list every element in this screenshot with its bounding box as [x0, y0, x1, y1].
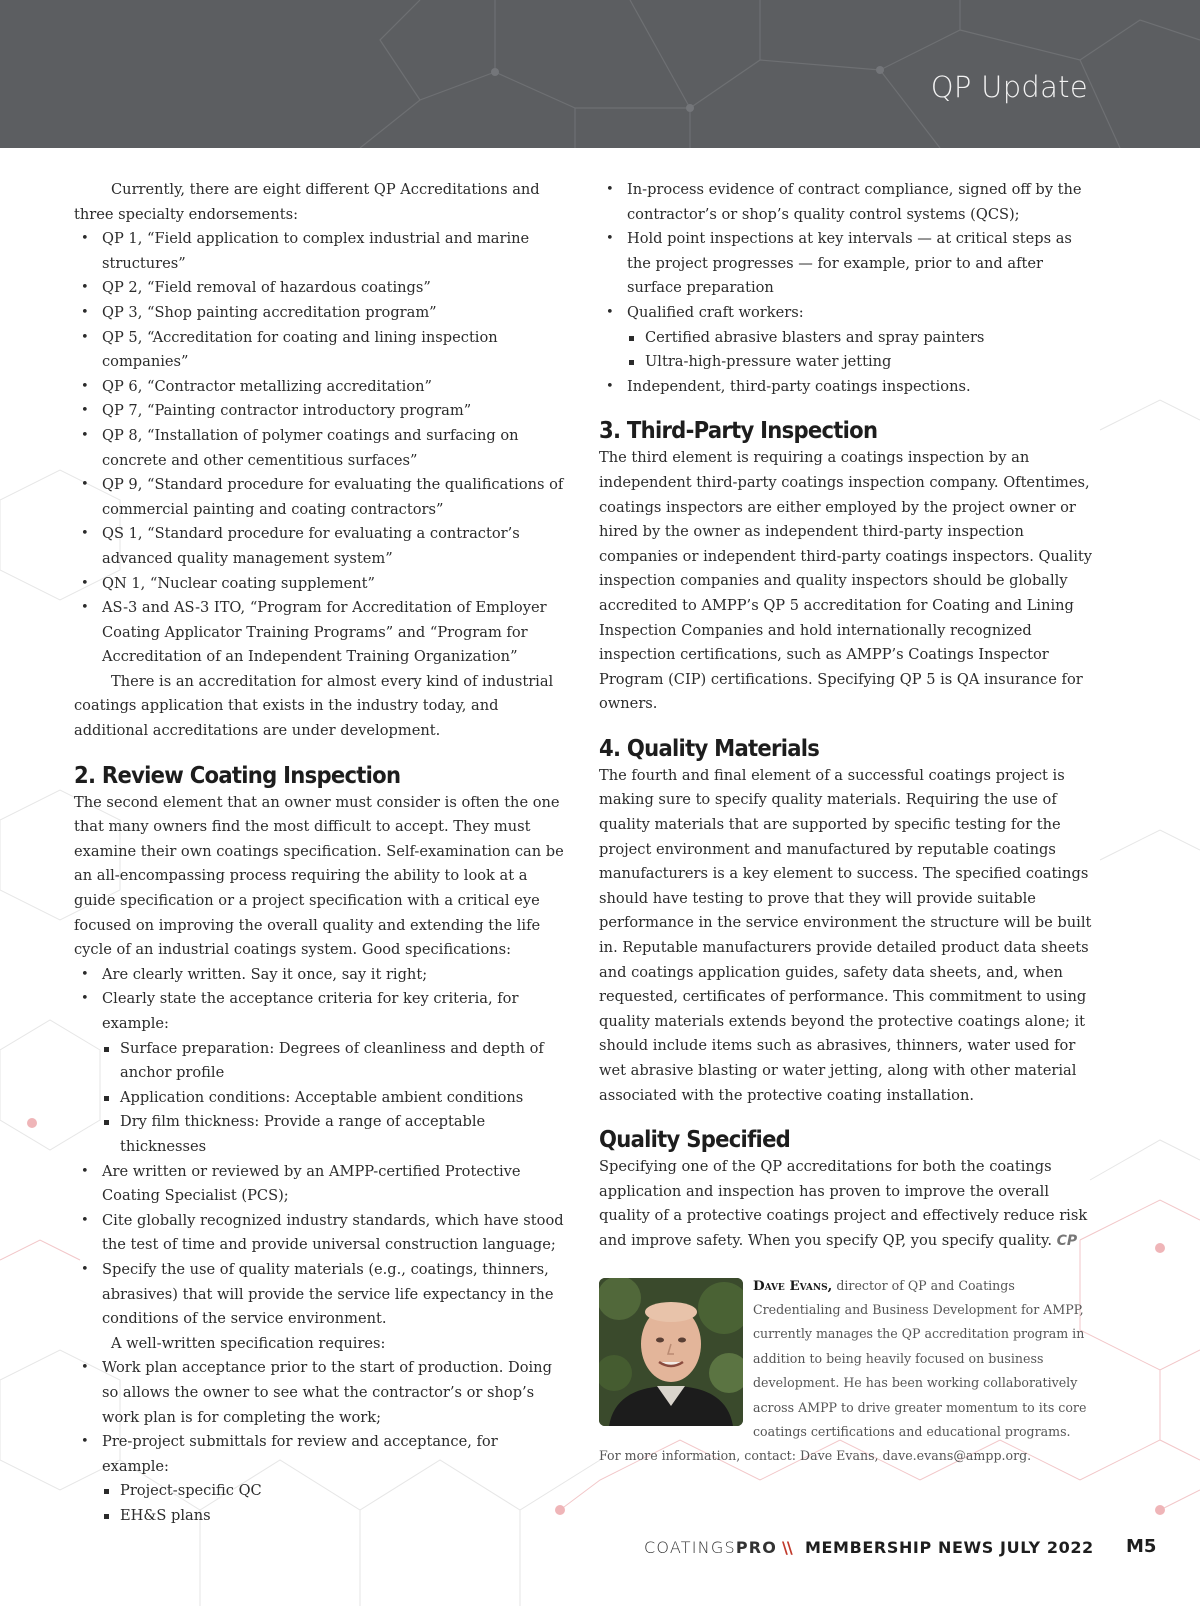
section-heading-quality-specified: Quality Specified [599, 1127, 791, 1154]
section-body-materials: The fourth and final element of a successful coatings project is making sure to specify quality materials. Requiring the use of quality materials that are supported by specific testing for the project environment and manufactured by reputable coatings manufacturers is a key element to success. The specified coatings should have testing to prove that they will provide suitable performance in the service environment the structure will be built in. Reputable manufacturers provide detailed product data sheets and coatings application guides, safety data sheets, and, when requested, certificates of performance. This commitment to using quality materials extends beyond the protective coatings alone; it should include items such as abrasives, thinners, water used for wet abrasive blasting or water jetting, along with other material associated with the protective coating installation. [599, 766, 1092, 1104]
acceptance-criteria-sublist [74, 1037, 564, 1160]
left-column [74, 178, 564, 1528]
requires-list [74, 1356, 564, 1479]
page-footer [0, 1538, 1200, 1570]
submittals-sublist [74, 1479, 564, 1528]
list-item: • QP 8, “Installation of polymer coatings and surfacing on concrete and other cementitious surfaces” [74, 424, 564, 473]
list-item: • Qualified craft workers: [599, 301, 1093, 326]
closing-paragraph: There is an accreditation for almost every kind of industrial coatings application that exists in the industry today, and additional accreditations are under development. [74, 672, 554, 740]
publication-brand [644, 1538, 777, 1557]
section-body-review: The second element that an owner must consider is often the one that many owners find the most difficult to accept. They must examine their own coatings specification. Self-examination can be an all-encompassing process requiring the ability to look at a guide specification or a project specification with a critical eye focused on improving the overall quality and extending the life cycle of an industrial coatings system. Good specifications: [74, 793, 564, 959]
list-item: • Cite globally recognized industry standards, which have stood the test of time and provide universal construction language; [74, 1209, 564, 1258]
requires-intro: A well-written specification requires: [111, 1334, 386, 1352]
sub-list-item: Ultra-high-pressure water jetting [599, 350, 1093, 375]
author-photo [599, 1278, 743, 1426]
list-item: • Independent, third-party coatings inspections. [599, 375, 1093, 400]
author-description: director of QP and Coatings Credentialing and Business Development for AMPP, currently manages the QP accreditation program in addition to being heavily focused on business development. He has been working collaboratively across AMPP to drive greater momentum to its core coatings certifications and educational programs. For more information, contact: Dave Evans, dave.evans@ampp.org. [599, 1277, 1087, 1464]
list-item: • Work plan acceptance prior to the start of production. Doing so allows the owner to see what the contractor’s or shop’s work plan is for completing the work; [74, 1356, 564, 1430]
list-item: • QP 3, “Shop painting accreditation program” [74, 301, 564, 326]
qp-accreditation-list [74, 227, 564, 670]
sub-list-item: Certified abrasive blasters and spray painters [599, 326, 1093, 351]
footer-separator: \\ [782, 1538, 792, 1557]
brand-bold: PRO [735, 1538, 778, 1557]
section-heading-review: 2. Review Coating Inspection [74, 762, 401, 789]
section-heading-materials: 4. Quality Materials [599, 735, 820, 762]
list-item: • QP 9, “Standard procedure for evaluating the qualifications of commercial painting and coating contractors” [74, 473, 564, 522]
list-item: • QS 1, “Standard procedure for evaluating a contractor’s advanced quality management system” [74, 522, 564, 571]
section-heading-third-party: 3. Third-Party Inspection [599, 418, 878, 445]
author-name: Dave Evans, [753, 1277, 833, 1294]
sub-list-item: Application conditions: Acceptable ambient conditions [74, 1086, 564, 1111]
brand-light: COATINGS [644, 1538, 736, 1557]
author-bio [599, 1274, 1093, 1469]
list-item: • Are clearly written. Say it once, say it right; [74, 963, 564, 988]
list-item: • QP 7, “Painting contractor introductory program” [74, 399, 564, 424]
page-number: M5 [1126, 1536, 1157, 1557]
list-item-text: Clearly state the acceptance criteria for key criteria, for example: [102, 990, 519, 1032]
section-title: QP Update [930, 70, 1088, 104]
right-column [599, 178, 1093, 1469]
page-header-banner [0, 0, 1200, 148]
section-body-third-party: The third element is requiring a coatings inspection by an independent third-party coatings inspection company. Oftentimes, coatings inspectors are either employed by the project owner or hired by the owner as independent third-party inspection companies or independent third-party coatings inspectors. Quality inspection companies and quality inspectors should be globally accredited to AMPP’s QP 5 accreditation for Coating and Lining Inspection Companies and hold internationally recognized inspection certifications, such as AMPP’s Coatings Inspector Program (CIP) certifications. Specifying QP 5 is QA insurance for owners. [599, 449, 1092, 713]
list-item: • QP 1, “Field application to complex industrial and marine structures” [74, 227, 564, 276]
craft-workers-sublist [599, 326, 1093, 375]
list-item: • QN 1, “Nuclear coating supplement” [74, 572, 564, 597]
list-item: • AS-3 and AS-3 ITO, “Program for Accreditation of Employer Coating Applicator Training Programs” and “Program for Accreditation of an Independent Training Organization” [74, 596, 564, 670]
requires-list-continued [599, 178, 1093, 326]
list-item: • Specify the use of quality materials (e.g., coatings, thinners, abrasives) that will provide the service life expectancy in the conditions of the service environment. [74, 1258, 564, 1332]
quality-specified-text: Specifying one of the QP accreditations for both the coatings application and inspection has proven to improve the overall quality of a protective coatings project and effectively reduce risk and improve safety. When you specify QP, you specify quality. [599, 1158, 1088, 1249]
section-body-quality-specified [599, 1155, 1093, 1253]
list-item: • QP 2, “Field removal of hazardous coatings” [74, 276, 564, 301]
list-item: • QP 6, “Contractor metallizing accreditation” [74, 375, 564, 400]
list-item: • In-process evidence of contract compliance, signed off by the contractor’s or shop’s quality control systems (QCS); [599, 178, 1093, 227]
list-item: • Pre-project submittals for review and acceptance, for example: [74, 1430, 564, 1479]
list-item [74, 987, 564, 1036]
issue-label: MEMBERSHIP NEWS JULY 2022 [805, 1538, 1094, 1557]
list-item: • Hold point inspections at key intervals — at critical steps as the project progresses — for example, prior to and after surface preparation [599, 227, 1093, 301]
requires-list-end [599, 375, 1093, 400]
sub-list-item: Surface preparation: Degrees of cleanliness and depth of anchor profile [74, 1037, 564, 1086]
list-item: • QP 5, “Accreditation for coating and lining inspection companies” [74, 326, 564, 375]
end-mark: CP [1056, 1232, 1078, 1249]
good-specs-list [74, 963, 564, 1037]
intro-paragraph: Currently, there are eight different QP Accreditations and three specialty endorsements: [74, 181, 540, 223]
sub-list-item: Project-specific QC [74, 1479, 564, 1504]
list-item: • Are written or reviewed by an AMPP-certified Protective Coating Specialist (PCS); [74, 1160, 564, 1209]
good-specs-list-continued [74, 1160, 564, 1332]
sub-list-item: EH&S plans [74, 1504, 564, 1529]
sub-list-item: Dry film thickness: Provide a range of acceptable thicknesses [74, 1110, 564, 1159]
